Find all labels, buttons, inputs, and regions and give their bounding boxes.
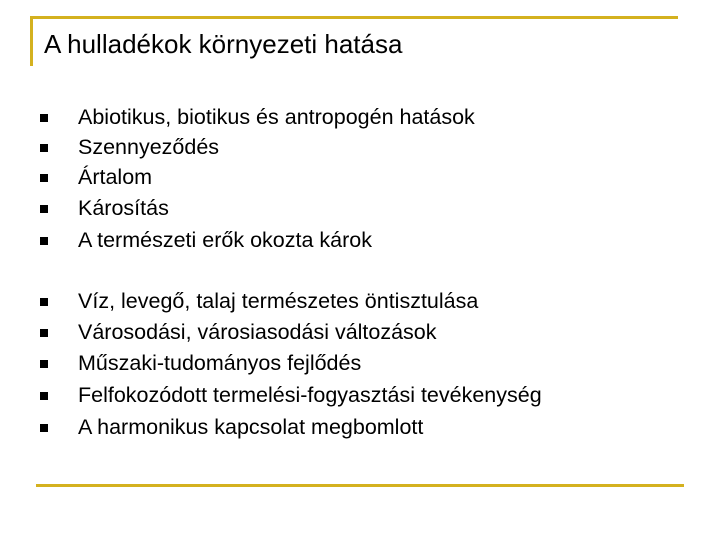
bullet-text: A természeti erők okozta károk	[78, 228, 372, 252]
square-bullet-icon	[40, 424, 48, 432]
bullet-text: Ártalom	[78, 165, 153, 189]
bullet-text: Szennyeződés	[78, 135, 220, 159]
title-frame-top-line	[30, 16, 678, 19]
bullet-text: Műszaki-tudományos fejlődés	[78, 351, 362, 375]
square-bullet-icon	[40, 298, 48, 306]
bottom-divider-line	[36, 484, 684, 487]
square-bullet-icon	[40, 329, 48, 337]
slide-title: A hulladékok környezeti hatása	[44, 29, 403, 59]
square-bullet-icon	[40, 205, 48, 213]
square-bullet-icon	[40, 174, 48, 182]
bullet-text: Városodási, városiasodási változások	[78, 320, 437, 344]
square-bullet-icon	[40, 144, 48, 152]
square-bullet-icon	[40, 392, 48, 400]
bullet-text: Víz, levegő, talaj természetes öntisztulása	[78, 289, 479, 313]
bullet-text: A harmonikus kapcsolat megbomlott	[78, 415, 424, 439]
square-bullet-icon	[40, 114, 48, 122]
square-bullet-icon	[40, 360, 48, 368]
bullet-text: Károsítás	[78, 196, 169, 220]
title-frame-left-bar	[30, 16, 33, 66]
bullet-text: Felfokozódott termelési-fogyasztási tevékenység	[78, 383, 542, 407]
bullet-text: Abiotikus, biotikus és antropogén hatások	[78, 105, 475, 129]
square-bullet-icon	[40, 237, 48, 245]
